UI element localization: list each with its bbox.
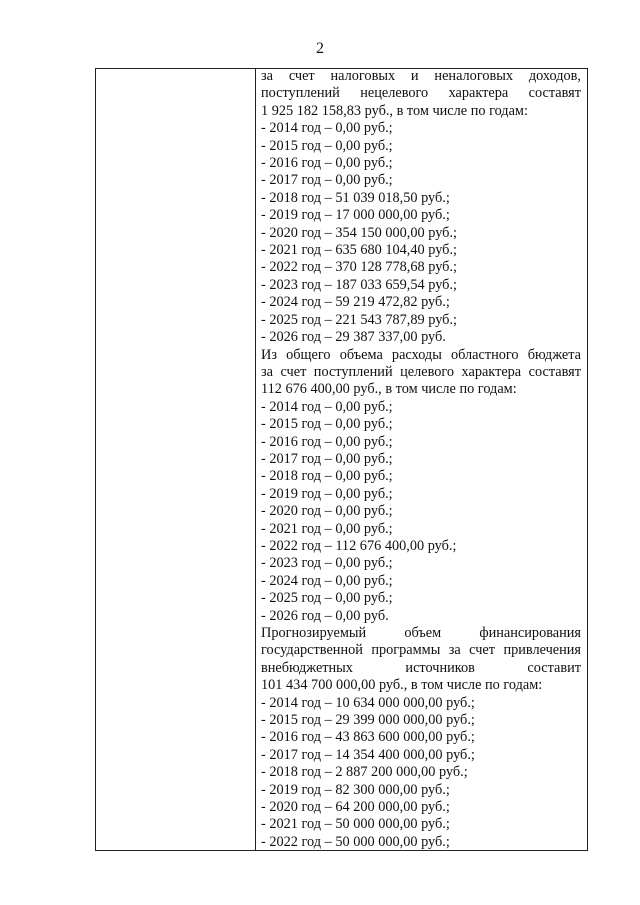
year-line: - 2023 год – 0,00 руб.; xyxy=(261,555,393,572)
year-line: - 2020 год – 0,00 руб.; xyxy=(261,503,393,520)
page-number: 2 xyxy=(316,40,324,57)
table-right-column xyxy=(256,69,587,850)
year-line: - 2019 год – 17 000 000,00 руб.; xyxy=(261,207,450,224)
year-line: - 2016 год – 43 863 600 000,00 руб.; xyxy=(261,729,475,746)
year-line: - 2015 год – 0,00 руб.; xyxy=(261,137,393,154)
year-line: - 2018 год – 0,00 руб.; xyxy=(261,468,393,485)
table-left-column xyxy=(96,69,256,850)
intro-line: поступлений нецелевого характера составят xyxy=(261,85,581,102)
section-targeted-revenue xyxy=(261,347,581,626)
intro-total-line: 1 925 182 158,83 руб., в том числе по годам: xyxy=(261,102,528,119)
intro-line: Из общего объема расходы областного бюджета xyxy=(261,346,581,363)
year-line: - 2021 год – 50 000 000,00 руб.; xyxy=(261,816,450,833)
year-line: - 2017 год – 0,00 руб.; xyxy=(261,172,393,189)
year-line: - 2020 год – 354 150 000,00 руб.; xyxy=(261,224,457,241)
intro-line: за счет налоговых и неналоговых доходов, xyxy=(261,69,581,84)
intro-line: государственной программы за счет привлечения xyxy=(261,642,581,659)
year-line: - 2014 год – 10 634 000 000,00 руб.; xyxy=(261,694,475,711)
year-line: - 2014 год – 0,00 руб.; xyxy=(261,120,393,137)
year-line: - 2016 год – 0,00 руб.; xyxy=(261,433,393,450)
year-line: - 2017 год – 0,00 руб.; xyxy=(261,450,393,467)
intro-line: за счет поступлений целевого характера составят xyxy=(261,363,581,380)
year-line: - 2023 год – 187 033 659,54 руб.; xyxy=(261,276,457,293)
year-line: - 2021 год – 635 680 104,40 руб.; xyxy=(261,242,457,259)
year-line: - 2015 год – 29 399 000 000,00 руб.; xyxy=(261,712,475,729)
year-line: - 2022 год – 112 676 400,00 руб.; xyxy=(261,537,457,554)
financing-table xyxy=(95,68,588,851)
intro-line: внебюджетных источников составит xyxy=(261,659,581,676)
intro-total-line: 101 434 700 000,00 руб., в том числе по годам: xyxy=(261,677,543,694)
year-line: - 2025 год – 0,00 руб.; xyxy=(261,590,393,607)
section-extrabudgetary xyxy=(261,625,581,850)
year-line: - 2024 год – 0,00 руб.; xyxy=(261,572,393,589)
year-line: - 2014 год – 0,00 руб.; xyxy=(261,398,393,415)
year-line: - 2019 год – 82 300 000,00 руб.; xyxy=(261,781,450,798)
year-line: - 2016 год – 0,00 руб.; xyxy=(261,155,393,172)
year-line: - 2018 год – 2 887 200 000,00 руб.; xyxy=(261,764,468,781)
year-line: - 2020 год – 64 200 000,00 руб.; xyxy=(261,799,450,816)
intro-total-line: 112 676 400,00 руб., в том числе по годам: xyxy=(261,381,517,398)
year-line: - 2017 год – 14 354 400 000,00 руб.; xyxy=(261,746,475,763)
year-line: - 2021 год – 0,00 руб.; xyxy=(261,520,393,537)
year-line: - 2026 год – 29 387 337,00 руб. xyxy=(261,329,446,346)
year-line: - 2015 год – 0,00 руб.; xyxy=(261,416,393,433)
section-own-revenue xyxy=(261,69,581,347)
year-line: - 2019 год – 0,00 руб.; xyxy=(261,485,393,502)
year-line: - 2024 год – 59 219 472,82 руб.; xyxy=(261,294,450,311)
year-line: - 2026 год – 0,00 руб. xyxy=(261,607,389,624)
year-line: - 2018 год – 51 039 018,50 руб.; xyxy=(261,189,450,206)
intro-line: Прогнозируемый объем финансирования xyxy=(261,625,581,641)
year-line: - 2025 год – 221 543 787,89 руб.; xyxy=(261,311,457,328)
year-line: - 2022 год – 370 128 778,68 руб.; xyxy=(261,259,457,276)
year-line: - 2022 год – 50 000 000,00 руб.; xyxy=(261,833,450,850)
